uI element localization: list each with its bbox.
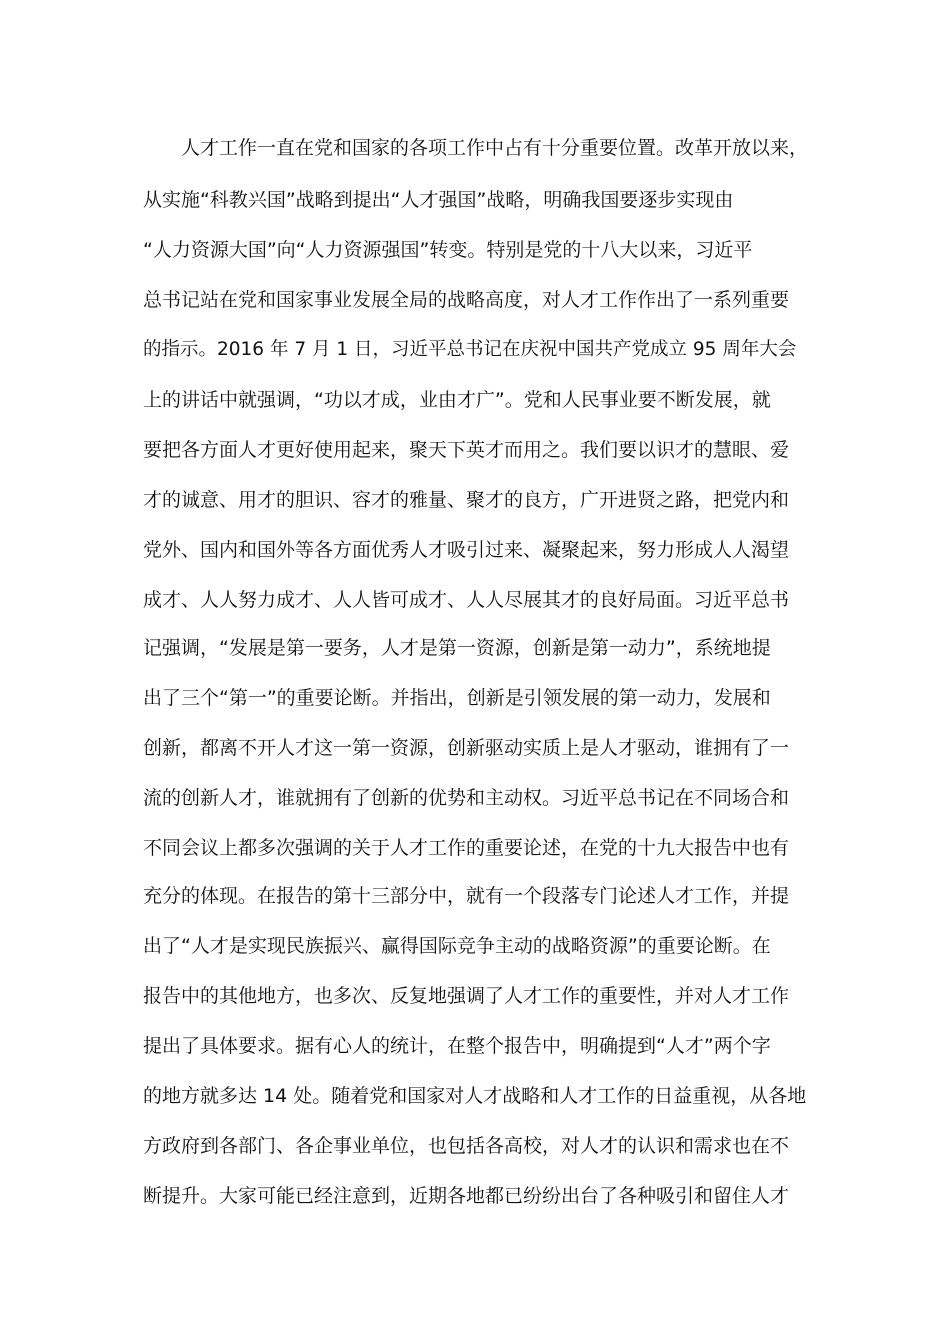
paragraph-line-15: 不同会议上都多次强调的关于人才工作的重要论述，在党的十九大报告中也有 <box>143 837 790 859</box>
paragraph-line-6: 上的讲话中就强调，“功以才成，业由才广”。党和人民事业要不断发展，就 <box>143 389 771 411</box>
paragraph-line-5: 的指示。2016 年 7 月 1 日，习近平总书记在庆祝中国共产党成立 95 周年大会 <box>143 339 797 360</box>
paragraph-line-10: 成才、人人努力成才、人人皆可成才、人人尽展其才的良好局面。习近平总书 <box>143 589 790 611</box>
paragraph-line-12: 出了三个“第一”的重要论断。并指出，创新是引领发展的第一动力，发展和 <box>143 687 771 709</box>
paragraph-line-13: 创新，都离不开人才这一第一资源，创新驱动实质上是人才驱动，谁拥有了一 <box>143 737 790 759</box>
paragraph-line-2: 从实施“科教兴国”战略到提出“人才强国”战略，明确我国要逐步实现由 <box>143 189 734 211</box>
paragraph-line-16: 充分的体现。在报告的第十三部分中，就有一个段落专门论述人才工作，并提 <box>143 885 790 907</box>
paragraph-line-9: 党外、国内和国外等各方面优秀人才吸引过来、凝聚起来，努力形成人人渴望 <box>143 539 790 561</box>
paragraph-line-8: 才的诚意、用才的胆识、容才的雅量、聚才的良方，广开进贤之路，把党内和 <box>143 489 790 511</box>
paragraph-line-17: 出了“人才是实现民族振兴、赢得国际竞争主动的战略资源”的重要论断。在 <box>143 935 771 957</box>
paragraph-line-7: 要把各方面人才更好使用起来，聚天下英才而用之。我们要以识才的慧眼、爱 <box>143 439 790 461</box>
paragraph-line-3: “人力资源大国”向“人力资源强国”转变。特别是党的十八大以来，习近平 <box>143 239 753 261</box>
paragraph-line-14: 流的创新人才，谁就拥有了创新的优势和主动权。习近平总书记在不同场合和 <box>143 787 790 809</box>
paragraph-line-21: 方政府到各部门、各企事业单位，也包括各高校，对人才的认识和需求也在不 <box>143 1135 790 1157</box>
paragraph-line-18: 报告中的其他地方，也多次、反复地强调了人才工作的重要性，并对人才工作 <box>143 985 790 1007</box>
paragraph-line-4: 总书记站在党和国家事业发展全局的战略高度，对人才工作作出了一系列重要 <box>143 289 790 311</box>
paragraph-line-19: 提出了具体要求。据有心人的统计，在整个报告中，明确提到“人才”两个字 <box>143 1035 771 1057</box>
paragraph-line-20: 的地方就多达 14 处。随着党和国家对人才战略和人才工作的日益重视，从各地 <box>143 1085 807 1107</box>
paragraph-line-11: 记强调，“发展是第一要务，人才是第一资源，创新是第一动力”，系统地提 <box>143 637 771 659</box>
paragraph-line-22: 断提升。大家可能已经注意到，近期各地都已纷纷出台了各种吸引和留住人才 <box>143 1185 790 1207</box>
paragraph-line-1: 人才工作一直在党和国家的各项工作中占有十分重要位置。改革开放以来， <box>181 137 809 159</box>
